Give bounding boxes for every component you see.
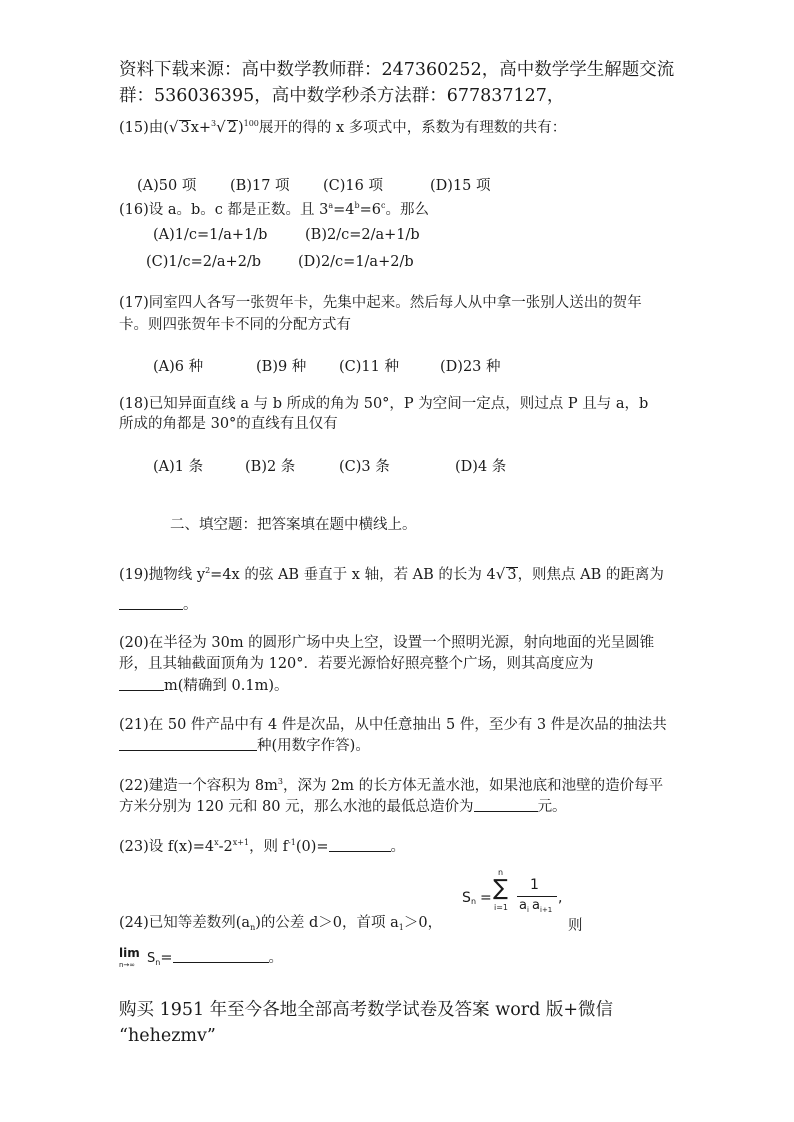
q15-option-d: (D)15 项 bbox=[430, 178, 491, 194]
frac-den-a: a bbox=[519, 898, 527, 913]
q24-then: 则 bbox=[568, 918, 583, 934]
q17-option-c: (C)11 种 bbox=[339, 359, 399, 375]
q20-line-2: 形，且其轴截面顶角为 120°．若要光源恰好照亮整个广场，则其高度应为 bbox=[119, 656, 594, 672]
q18-line-2: 所成的角都是 30°的直线有且仅有 bbox=[119, 416, 338, 432]
q16-exp-c: c bbox=[381, 201, 386, 210]
q23-exp2: x+1 bbox=[232, 838, 250, 847]
q20-line-1: (20)在半径为 30m 的圆形广场中央上空，设置一个照明光源，射向地面的光呈圆锥 bbox=[119, 635, 655, 651]
sqrt-symbol: √ bbox=[168, 118, 179, 136]
q19-text-a: (19)抛物线 y bbox=[119, 567, 206, 583]
frac-den-i1: i+1 bbox=[540, 906, 553, 914]
question-23 bbox=[119, 838, 405, 856]
q19-sqrt3: 3 bbox=[507, 567, 517, 583]
question-16 bbox=[119, 201, 429, 219]
q18-option-a: (A)1 条 bbox=[153, 459, 204, 475]
question-24 bbox=[119, 914, 442, 932]
question-19 bbox=[119, 565, 664, 584]
sum-eq: = bbox=[480, 890, 492, 906]
answer-blank[interactable] bbox=[119, 678, 164, 691]
footer-line-2: “hehezmv” bbox=[119, 1026, 216, 1046]
q17-line-1: (17)同室四人各写一张贺年卡，先集中起来。然后每人从中拿一张别人送出的贺年 bbox=[119, 295, 642, 311]
answer-blank[interactable] bbox=[474, 799, 538, 812]
lim-s: S bbox=[147, 951, 156, 966]
fraction-bar bbox=[517, 896, 557, 897]
q16-option-b: (B)2/c=2/a+1/b bbox=[305, 227, 420, 243]
q16-text-a: (16)设 a。b。c 都是正数。且 3 bbox=[119, 202, 329, 218]
q24-sub-1: 1 bbox=[398, 923, 404, 932]
q23-exp3: -1 bbox=[288, 838, 296, 847]
q15-suffix: 展开的得的 x 多项式中，系数为有理数的共有： bbox=[258, 120, 567, 136]
q18-option-d: (D)4 条 bbox=[455, 459, 507, 475]
q24-text-a: (24)已知等差数列(a bbox=[119, 915, 251, 931]
sigma-symbol: ∑ bbox=[493, 876, 508, 901]
q18-option-b: (B)2 条 bbox=[245, 459, 296, 475]
q17-option-b: (B)9 种 bbox=[256, 359, 307, 375]
q19-exp: 2 bbox=[205, 566, 211, 575]
sigma-top: n bbox=[498, 868, 504, 877]
q22-line-1 bbox=[119, 777, 663, 795]
lim-word: lim bbox=[119, 946, 140, 960]
q15-option-a: (A)50 项 bbox=[137, 178, 197, 194]
q19-end: 。 bbox=[183, 597, 198, 613]
sqrt-symbol: √ bbox=[495, 565, 506, 583]
answer-blank[interactable] bbox=[119, 597, 183, 610]
q24-text-b: )的公差 d＞0，首项 a bbox=[255, 915, 399, 931]
q20-end: m(精确到 0.1m)。 bbox=[164, 678, 289, 694]
q23-text-b: -2 bbox=[218, 839, 233, 855]
limit-expression bbox=[119, 946, 283, 968]
q15-mid: x+ bbox=[190, 120, 212, 136]
q17-option-a: (A)6 种 bbox=[153, 359, 204, 375]
q15-prefix: (15)由( bbox=[119, 120, 169, 136]
q24-end: 。 bbox=[268, 950, 283, 966]
q16-option-d: (D)2/c=1/a+2/b bbox=[298, 254, 414, 270]
frac-den-i: i bbox=[527, 906, 529, 914]
lim-block bbox=[119, 946, 147, 969]
q15-option-b: (B)17 项 bbox=[230, 178, 290, 194]
q15-option-c: (C)16 项 bbox=[323, 178, 383, 194]
q21-line-2 bbox=[119, 737, 370, 755]
q22-text-c: 方米分别为 120 元和 80 元，那么水池的最低总造价为 bbox=[119, 799, 474, 815]
sum-s-sub: n bbox=[471, 897, 477, 906]
q16-text-c: =6 bbox=[359, 202, 382, 218]
summation-formula bbox=[462, 868, 572, 928]
q24-sub-n: n bbox=[250, 923, 256, 932]
sigma-bottom: i=1 bbox=[494, 903, 509, 912]
lim-sub: n→∞ bbox=[119, 961, 136, 969]
answer-blank[interactable] bbox=[119, 738, 257, 751]
q23-text-d: (0)= bbox=[295, 839, 329, 855]
q16-option-c: (C)1/c=2/a+2/b bbox=[146, 254, 262, 270]
q18-line-1: (18)已知异面直线 a 与 b 所成的角为 50°，P 为空间一定点，则过点 P 且与 a，b bbox=[119, 396, 649, 412]
q19-line-2 bbox=[119, 596, 198, 614]
q19-text-c: ，则焦点 AB 的距离为 bbox=[517, 567, 664, 583]
question-15 bbox=[119, 118, 566, 137]
answer-blank[interactable] bbox=[329, 839, 391, 852]
q15-exponent: 100 bbox=[243, 119, 259, 128]
q15-sqrt3: 3 bbox=[180, 120, 190, 136]
q20-line-3 bbox=[119, 677, 288, 695]
q24-text-c: ＞0， bbox=[403, 915, 443, 931]
q23-exp1: x bbox=[214, 838, 219, 847]
q16-option-a: (A)1/c=1/a+1/b bbox=[153, 227, 268, 243]
q22-text-b: ，深为 2m 的长方体无盖水池，如果池底和池壁的造价每平 bbox=[282, 778, 664, 794]
frac-comma: , bbox=[558, 890, 563, 906]
q15-sqrt2: 2 bbox=[227, 120, 237, 136]
q19-text-b: =4x 的弦 AB 垂直于 x 轴，若 AB 的长为 4 bbox=[210, 567, 496, 583]
lim-s-sub: n bbox=[155, 958, 161, 967]
q22-text-a: (22)建造一个容积为 8m bbox=[119, 778, 278, 794]
lim-eq: = bbox=[160, 950, 173, 966]
q16-exp-b: b bbox=[354, 201, 360, 210]
header-line-2: 群：536036395，高中数学秒杀方法群：677837127， bbox=[119, 86, 565, 106]
q16-text-b: =4 bbox=[333, 202, 355, 218]
q16-exp-a: a bbox=[328, 201, 334, 210]
q23-text-c: ，则 f bbox=[249, 839, 289, 855]
q22-line-2 bbox=[119, 798, 567, 816]
sum-s: S bbox=[462, 890, 471, 906]
q17-line-2: 卡。则四张贺年卡不同的分配方式有 bbox=[119, 317, 351, 333]
frac-numerator: 1 bbox=[530, 877, 539, 893]
q17-option-d: (D)23 种 bbox=[440, 359, 501, 375]
footer-line-1: 购买 1951 年至今各地全部高考数学试卷及答案 word 版+微信 bbox=[119, 1000, 614, 1020]
answer-blank[interactable] bbox=[173, 950, 269, 963]
q22-end: 元。 bbox=[537, 799, 567, 815]
q21-end: 种(用数字作答)。 bbox=[257, 738, 370, 754]
frac-den-b: a bbox=[532, 898, 540, 913]
section-2-title: 二、填空题：把答案填在题中横线上。 bbox=[170, 517, 417, 533]
header-line-1: 资料下载来源：高中数学教师群：247360252，高中数学学生解题交流 bbox=[119, 60, 675, 80]
q15-cube-index: 3 bbox=[211, 119, 217, 128]
q18-option-c: (C)3 条 bbox=[339, 459, 390, 475]
q15-close: ) bbox=[237, 120, 244, 136]
q23-text-a: (23)设 f(x)=4 bbox=[119, 839, 215, 855]
q23-end: 。 bbox=[390, 839, 406, 855]
q21-line-1: (21)在 50 件产品中有 4 件是次品，从中任意抽出 5 件，至少有 3 件是次品的抽法共 bbox=[119, 717, 667, 733]
q22-exp: 3 bbox=[277, 777, 283, 786]
sqrt-symbol: √ bbox=[216, 118, 226, 136]
q16-text-d: 。那么 bbox=[385, 202, 430, 218]
